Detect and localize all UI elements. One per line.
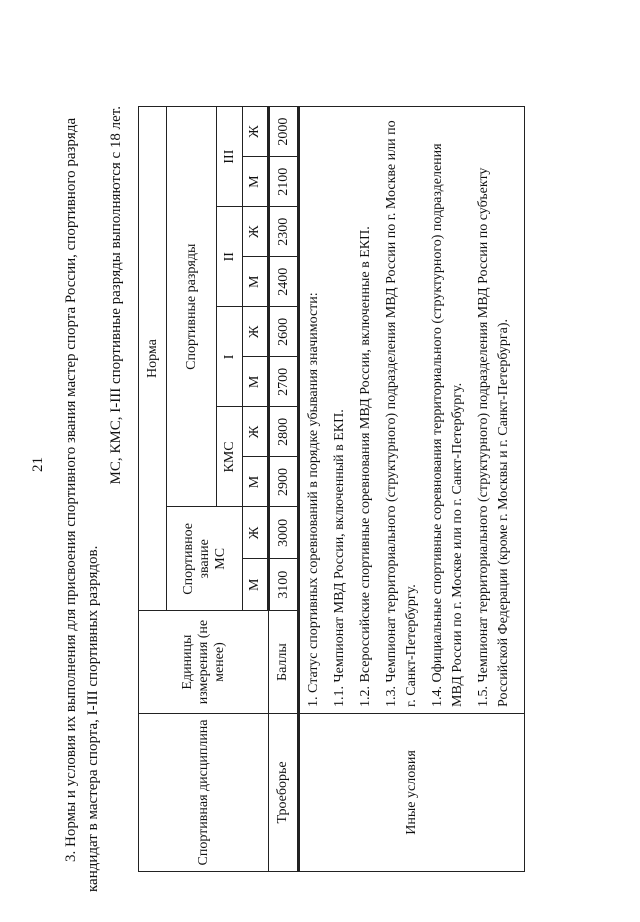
header-female: Ж — [243, 107, 269, 157]
condition-item: 1. Статус спортивных соревнований в порядке убывания значимости: — [306, 292, 321, 707]
header-male: М — [243, 457, 269, 507]
header-female: Ж — [243, 407, 269, 457]
value-r2-f: 2300 — [269, 207, 299, 257]
header-discipline: Спортивная дисциплина — [139, 713, 269, 871]
page-number: 21 — [30, 457, 46, 472]
header-rank-1: I — [217, 307, 243, 407]
header-male: М — [243, 559, 269, 611]
header-male: М — [243, 257, 269, 307]
value-ms-f: 3000 — [269, 507, 299, 559]
age-note: МС, КМС, I-III спортивные разряды выполняются с 18 лет. — [108, 106, 124, 485]
condition-item: 1.2. Всероссийские спортивные соревнования МВД России, включенные в ЕКП. — [358, 226, 373, 707]
value-kms-f: 2800 — [269, 407, 299, 457]
value-r1-f: 2600 — [269, 307, 299, 357]
intro-line-2: кандидат в мастера спорта, I-III спортивных разрядов. — [85, 545, 101, 892]
conditions-label: Иные условия — [299, 713, 525, 871]
value-r3-m: 2100 — [269, 157, 299, 207]
header-rank-2: II — [217, 207, 243, 307]
value-r2-m: 2400 — [269, 257, 299, 307]
header-sport-ranks: Спортивные разряды — [167, 107, 217, 507]
value-r1-m: 2700 — [269, 357, 299, 407]
header-rank-3: III — [217, 107, 243, 207]
header-male: М — [243, 357, 269, 407]
condition-item: 1.3. Чемпионат территориального (структурного) подразделения МВД России по г. Москве или по г. Санкт-Петербургу. — [384, 120, 419, 707]
header-kms: КМС — [217, 407, 243, 507]
condition-item: 1.5. Чемпионат территориального (структурного) подразделения МВД России по субъекту Российской Федерации (кроме г. Москвы и г. Санкт-Петербурга). — [476, 167, 511, 707]
header-female: Ж — [243, 507, 269, 559]
table-row — [269, 107, 299, 872]
norms-table — [138, 106, 525, 872]
header-male: М — [243, 157, 269, 207]
condition-item: 1.1. Чемпионат МВД России, включенный в ЕКП. — [332, 409, 347, 707]
header-norma: Норма — [139, 107, 167, 611]
value-kms-m: 2900 — [269, 457, 299, 507]
header-female: Ж — [243, 307, 269, 357]
conditions-row — [299, 107, 525, 872]
value-r3-f: 2000 — [269, 107, 299, 157]
header-units: Единицы измерения (не менее) — [139, 611, 269, 714]
row-unit: Баллы — [269, 611, 299, 714]
value-ms-m: 3100 — [269, 559, 299, 611]
header-sport-title-label: Спортивное звание — [180, 522, 212, 595]
header-ms: МС — [212, 547, 228, 570]
row-discipline: Троеборье — [269, 713, 299, 871]
conditions-text — [299, 107, 525, 714]
header-female: Ж — [243, 207, 269, 257]
header-sport-title — [167, 507, 243, 611]
intro-line-1: 3. Нормы и условия их выполнения для присвоения спортивного звания мастер спорта России, спортивного разряда — [63, 117, 79, 862]
condition-item: 1.4. Официальные спортивные соревнования территориального (структурного) подразделения МВД России по г. Москве или по г. Санкт-Петербургу. — [430, 143, 465, 707]
